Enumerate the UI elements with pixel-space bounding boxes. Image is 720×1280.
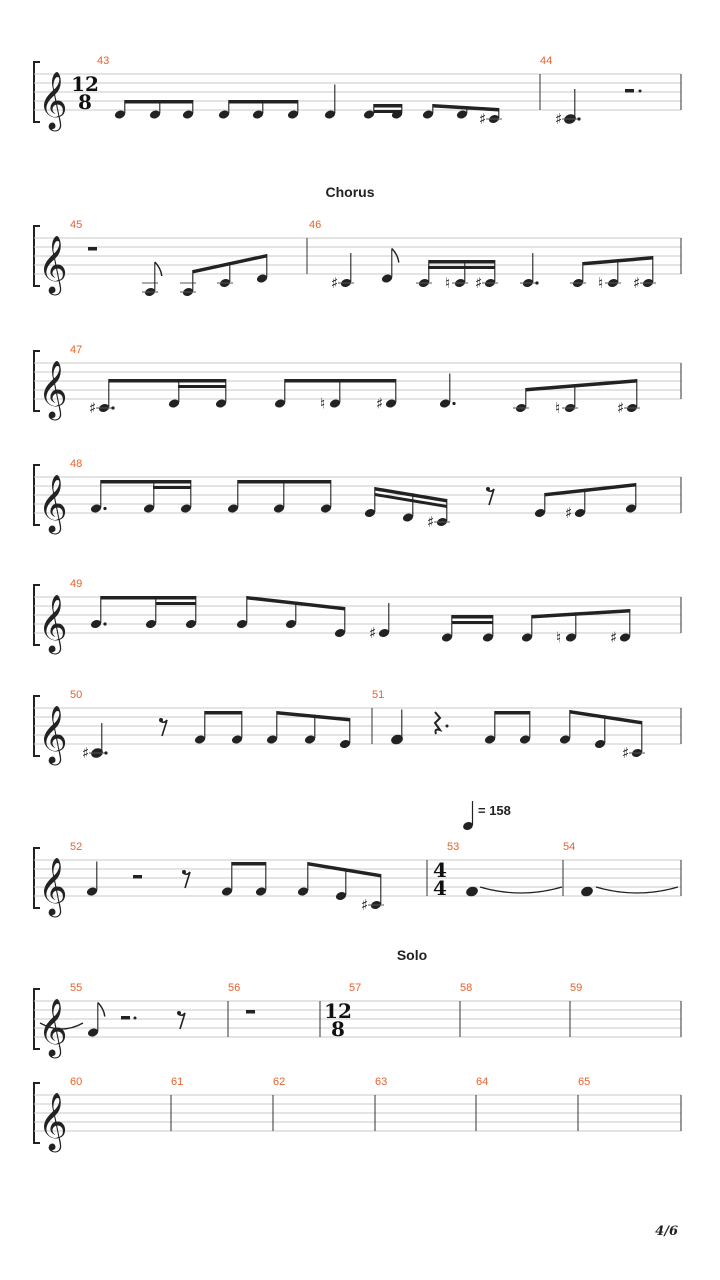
measure-number: 44	[540, 55, 553, 67]
sharp-accidental-icon: ♯	[555, 110, 563, 128]
measure-number: 61	[171, 1076, 184, 1088]
note-beam	[101, 480, 191, 484]
measure-number: 59	[570, 982, 583, 994]
natural-accidental-icon: ♮	[445, 274, 451, 292]
sharp-accidental-icon: ♯	[331, 274, 339, 292]
note-beam	[238, 480, 331, 484]
sharp-accidental-icon: ♯	[622, 744, 630, 762]
measure-number: 48	[70, 458, 83, 470]
tempo-marking	[462, 801, 511, 831]
natural-accidental-icon: ♮	[598, 274, 604, 292]
augmentation-dot	[446, 725, 449, 728]
measure-number: 58	[460, 982, 473, 994]
measure-number: 51	[372, 689, 385, 701]
half-rest-icon	[133, 875, 142, 879]
staff-system	[34, 982, 681, 1059]
note-beam	[109, 379, 226, 383]
treble-clef-icon: 𝄞	[38, 857, 68, 915]
sharp-accidental-icon: ♯	[369, 624, 377, 642]
sharp-accidental-icon: ♯	[361, 896, 369, 914]
sharp-accidental-icon: ♯	[633, 274, 641, 292]
natural-accidental-icon: ♮	[320, 394, 326, 413]
treble-clef-icon: 𝄞	[38, 1092, 68, 1150]
note-beam-secondary	[428, 266, 495, 269]
note-beam-secondary	[178, 385, 226, 388]
note-beam	[229, 100, 298, 104]
eighth-rest-dot	[486, 487, 490, 491]
augmentation-dot	[104, 751, 107, 754]
measure-number: 50	[70, 689, 83, 701]
note-beam-secondary	[153, 486, 191, 489]
eighth-rest-icon	[183, 872, 190, 888]
measure-number: 65	[578, 1076, 591, 1088]
sharp-accidental-icon: ♯	[89, 399, 97, 417]
measure-number: 46	[309, 219, 322, 231]
note-beam	[452, 615, 493, 619]
treble-clef-icon: 𝄞	[38, 235, 68, 293]
treble-clef-icon: 𝄞	[38, 998, 68, 1056]
note-beam	[205, 711, 242, 715]
time-signature-top: 12	[324, 999, 352, 1023]
augmentation-dot	[103, 507, 106, 510]
treble-clef-icon: 𝄞	[38, 705, 68, 763]
augmentation-dot	[639, 90, 642, 93]
note-beam	[232, 862, 266, 866]
sharp-accidental-icon: ♯	[82, 744, 90, 762]
tie	[480, 887, 562, 893]
treble-clef-icon: 𝄞	[38, 360, 68, 418]
time-signature-top: 4	[433, 858, 447, 882]
augmentation-dot	[577, 117, 580, 120]
measure-number: 43	[97, 55, 110, 67]
natural-accidental-icon: ♮	[556, 628, 562, 647]
sharp-accidental-icon: ♯	[376, 394, 384, 413]
augmentation-dot	[452, 402, 455, 405]
treble-clef-icon: 𝄞	[38, 594, 68, 652]
tempo-value: = 158	[478, 803, 511, 818]
eighth-rest-dot	[159, 718, 163, 722]
eighth-rest-dot	[177, 1011, 181, 1015]
measure-number: 54	[563, 841, 576, 853]
augmentation-dot	[111, 406, 114, 409]
measure-number: 62	[273, 1076, 286, 1088]
augmentation-dot	[134, 1017, 137, 1020]
note-beam	[495, 711, 530, 715]
staff-system	[34, 458, 681, 535]
staff-system	[34, 344, 681, 421]
treble-clef-icon: 𝄞	[38, 71, 68, 129]
whole-rest-icon	[246, 1010, 255, 1014]
staff-system	[34, 1076, 681, 1153]
measure-number: 63	[375, 1076, 388, 1088]
note-beam-secondary	[374, 110, 402, 113]
note-beam	[429, 260, 495, 264]
eighth-rest-dot	[182, 870, 186, 874]
sharp-accidental-icon: ♯	[617, 399, 625, 417]
note-beam	[125, 100, 193, 104]
measure-number: 53	[447, 841, 460, 853]
natural-accidental-icon: ♮	[555, 399, 561, 417]
sharp-accidental-icon: ♯	[610, 628, 618, 647]
measure-number: 64	[476, 1076, 489, 1088]
augmentation-dot	[103, 622, 106, 625]
measure-number: 47	[70, 344, 83, 356]
staff-system	[34, 55, 681, 132]
note-beam-secondary	[452, 621, 493, 624]
note-head	[581, 886, 593, 897]
measure-number: 60	[70, 1076, 83, 1088]
section-label-chorus: Chorus	[325, 184, 375, 200]
eighth-rest-icon	[178, 1013, 185, 1029]
sharp-accidental-icon: ♯	[475, 274, 483, 292]
note-beam-secondary	[156, 602, 196, 605]
eighth-rest-icon	[160, 720, 167, 736]
time-signature-bottom: 4	[433, 876, 447, 900]
note-beam	[308, 862, 381, 878]
staff-system	[34, 578, 681, 655]
measure-number: 49	[70, 578, 83, 590]
measure-number: 56	[228, 982, 241, 994]
staff-system	[34, 219, 681, 297]
half-rest-icon	[121, 1016, 130, 1020]
quarter-rest-icon	[435, 712, 440, 734]
sharp-accidental-icon: ♯	[565, 504, 573, 522]
treble-clef-icon: 𝄞	[38, 474, 68, 532]
note-beam	[374, 104, 402, 108]
measure-number: 57	[349, 982, 362, 994]
measure-number: 45	[70, 219, 83, 231]
sharp-accidental-icon: ♯	[427, 513, 435, 531]
note-beam	[532, 609, 630, 619]
tie	[596, 887, 678, 893]
sharp-accidental-icon: ♯	[479, 110, 487, 128]
note-beam	[277, 711, 350, 722]
time-signature-bottom: 8	[331, 1017, 345, 1041]
measure-number: 55	[70, 982, 83, 994]
half-rest-icon	[625, 89, 634, 93]
whole-rest-icon	[88, 247, 97, 251]
staff-system	[34, 841, 681, 918]
note-head	[466, 886, 478, 897]
eighth-rest-icon	[487, 489, 494, 505]
time-signature-bottom: 8	[78, 90, 92, 114]
time-signature-top: 12	[71, 72, 99, 96]
page-number: 4/6	[655, 1224, 678, 1239]
note-beam	[101, 596, 196, 600]
section-label-solo: Solo	[396, 947, 428, 963]
note-beam	[545, 483, 636, 497]
augmentation-dot	[535, 281, 538, 284]
staff-system	[34, 689, 681, 766]
note-beam	[285, 379, 396, 383]
measure-number: 52	[70, 841, 83, 853]
